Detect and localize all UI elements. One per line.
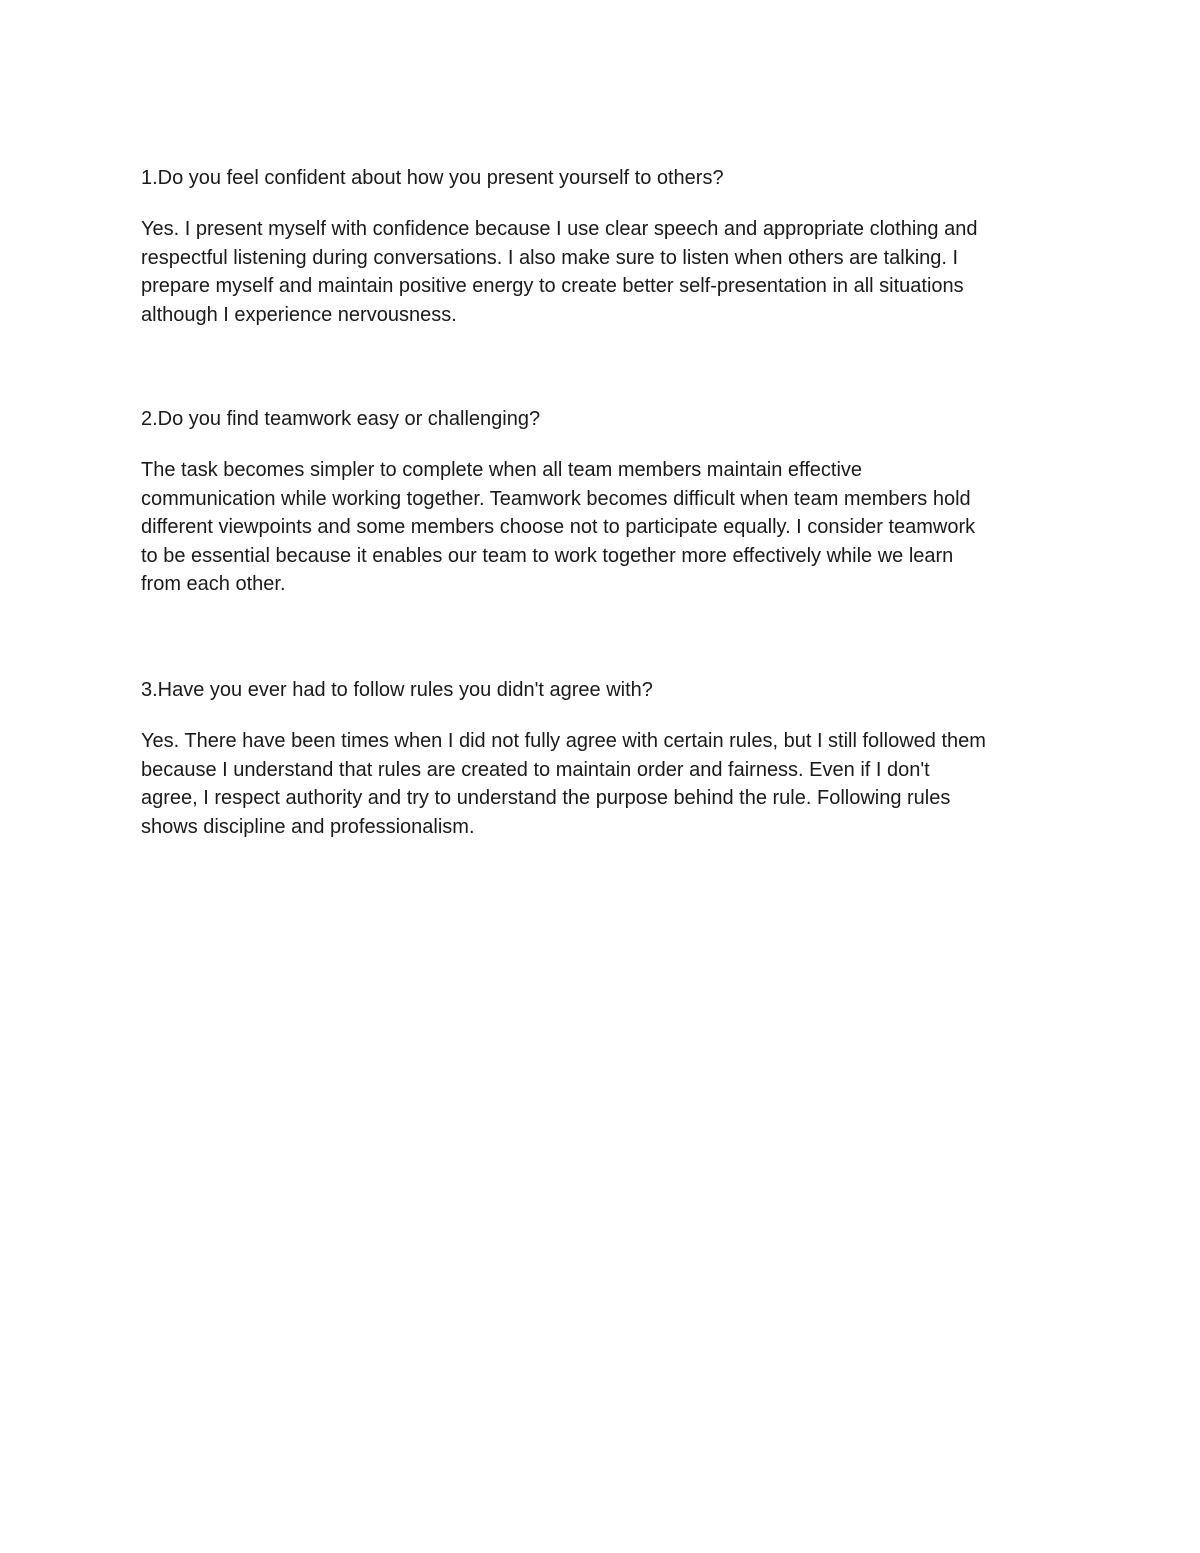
answer-line: although I experience nervousness. [141, 303, 457, 326]
answer-line: different viewpoints and some members choose not to participate equally. I consider teamwork [141, 516, 976, 539]
answer-line: agree, I respect authority and try to understand the purpose behind the rule. Following rules [141, 787, 951, 810]
answer-line: from each other. [141, 573, 286, 596]
question-section-2 [141, 405, 1071, 599]
answer-line: shows discipline and professionalism. [141, 815, 475, 838]
answer-1 [141, 215, 1071, 329]
answer-line: to be essential because it enables our team to work together more effectively while we learn [141, 544, 954, 567]
answer-line: The task becomes simpler to complete when all team members maintain effective [141, 459, 863, 481]
question-section-3 [141, 676, 1071, 841]
answer-line: because I understand that rules are created to maintain order and fairness. Even if I don't [141, 758, 930, 781]
answer-2 [141, 456, 1071, 599]
question-section-1 [141, 164, 1071, 329]
question-2: 2.Do you find teamwork easy or challenging? [141, 408, 541, 430]
answer-line: prepare myself and maintain positive energy to create better self-presentation in all situations [141, 275, 964, 298]
answer-3 [141, 727, 1071, 841]
answer-line: communication while working together. Teamwork becomes difficult when team members hold [141, 487, 971, 510]
answer-line: Yes. There have been times when I did not fully agree with certain rules, but I still followed them [141, 730, 986, 752]
question-3: 3.Have you ever had to follow rules you didn't agree with? [141, 679, 653, 701]
answer-line: Yes. I present myself with confidence because I use clear speech and appropriate clothing and [141, 218, 978, 240]
answer-line: respectful listening during conversations. I also make sure to listen when others are talking. I [141, 246, 959, 269]
question-1: 1.Do you feel confident about how you present yourself to others? [141, 167, 724, 189]
